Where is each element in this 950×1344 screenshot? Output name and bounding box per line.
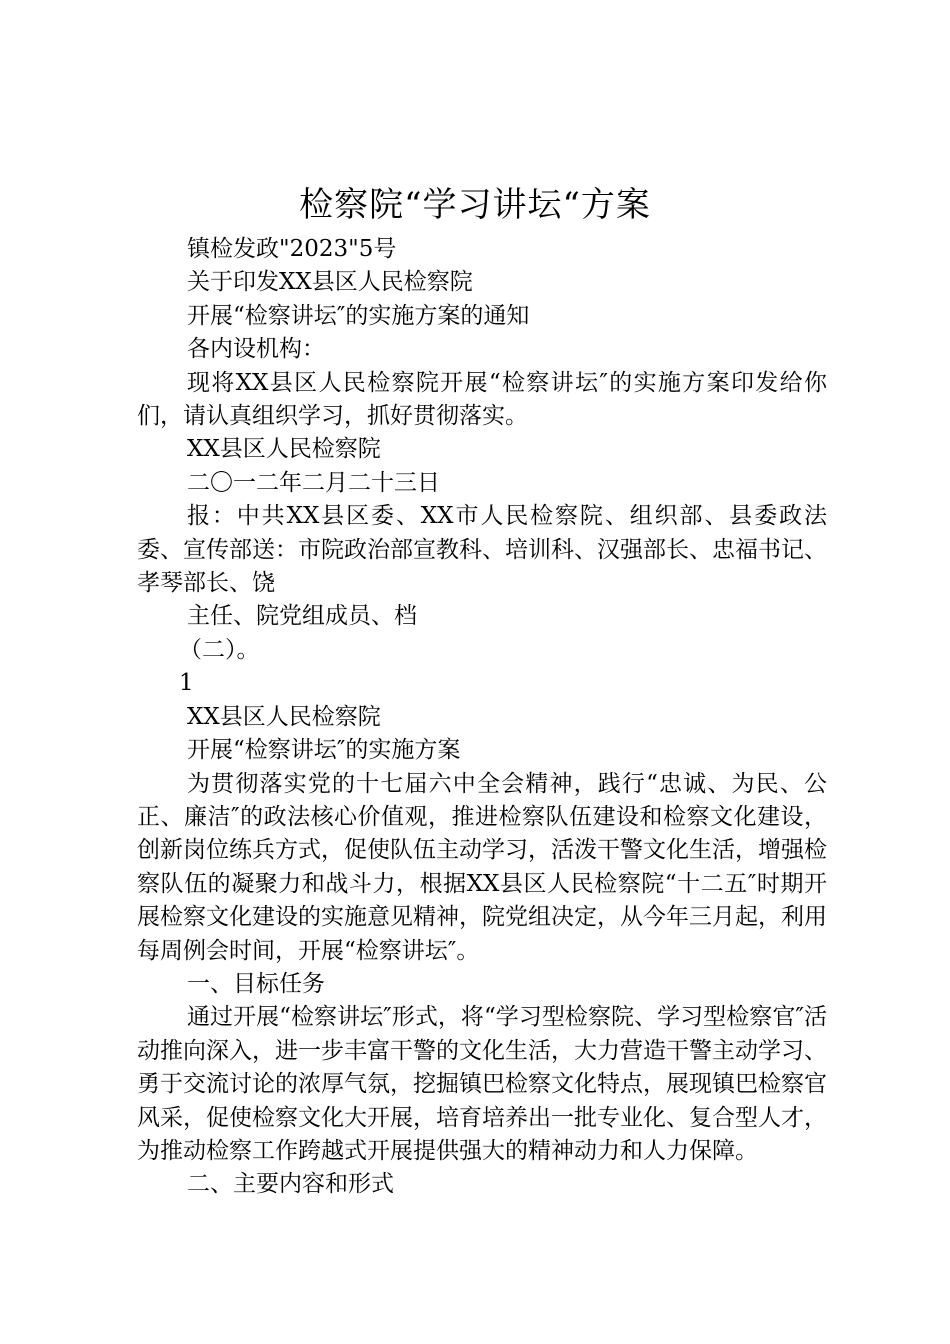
document-body [137, 233, 827, 1202]
section-heading-2: 二、主要内容和形式 [187, 1171, 394, 1198]
distribution-list: 报：中共XX县区委、XX市人民检察院、组织部、县委政法委、宣传部送：市院政治部宣教科、培训科、汉强部长、忠福书记、孝琴部长、饶 [137, 503, 827, 597]
issuer: XX县区人民检察院 [187, 436, 381, 463]
document-title: 检察院“学习讲坛“方案 [299, 185, 651, 225]
notice-subject-line-2: 开展“检察讲坛″的实施方案的通知 [187, 302, 530, 329]
addressee: 各内设机构： [187, 336, 325, 363]
plan-issuer: XX县区人民检察院 [187, 703, 381, 730]
copy-count: （二）。 [179, 636, 260, 663]
plan-intro: 为贯彻落实党的十七届六中全会精神，践行“忠诚、为民、公正、廉洁″的政法核心价值观，推进检察队伍建设和检察文化建设，创新岗位练兵方式，促使队伍主动学习，活泼干警文化生活，增强检察队伍的凝聚力和战斗力，根据XX县区人民检察院“十二五″时期开展检察文化建设的实施意见精神，院党组决定，从今年三月起，利用每周例会时间，开展“检察讲坛″。 [137, 770, 827, 964]
distribution-list-cont: 主任、院党组成员、档 [187, 603, 417, 630]
section-heading-1: 一、目标任务 [187, 970, 325, 997]
page-number: 1 [179, 670, 194, 697]
notice-body: 现将XX县区人民检察院开展“检察讲坛″的实施方案印发给你们，请认真组织学习，抓好贯彻落实。 [137, 369, 827, 430]
doc-number: 镇检发政"2023"5号 [187, 236, 397, 262]
section-1-body: 通过开展“检察讲坛″形式，将“学习型检察院、学习型检察官″活动推向深入，进一步丰富干警的文化生活，大力营造干警主动学习、勇于交流讨论的浓厚气氛，挖掘镇巴检察文化特点，展现镇巴检察官风采，促使检察文化大开展，培育培养出一批专业化、复合型人才，为推动检察工作跨越式开展提供强大的精神动力和人力保障。 [137, 1004, 827, 1164]
issue-date: 二〇一二年二月二十三日 [187, 469, 440, 496]
plan-title: 开展“检察讲坛″的实施方案 [187, 737, 461, 764]
notice-subject-line-1: 关于印发XX县区人民检察院 [187, 269, 473, 296]
